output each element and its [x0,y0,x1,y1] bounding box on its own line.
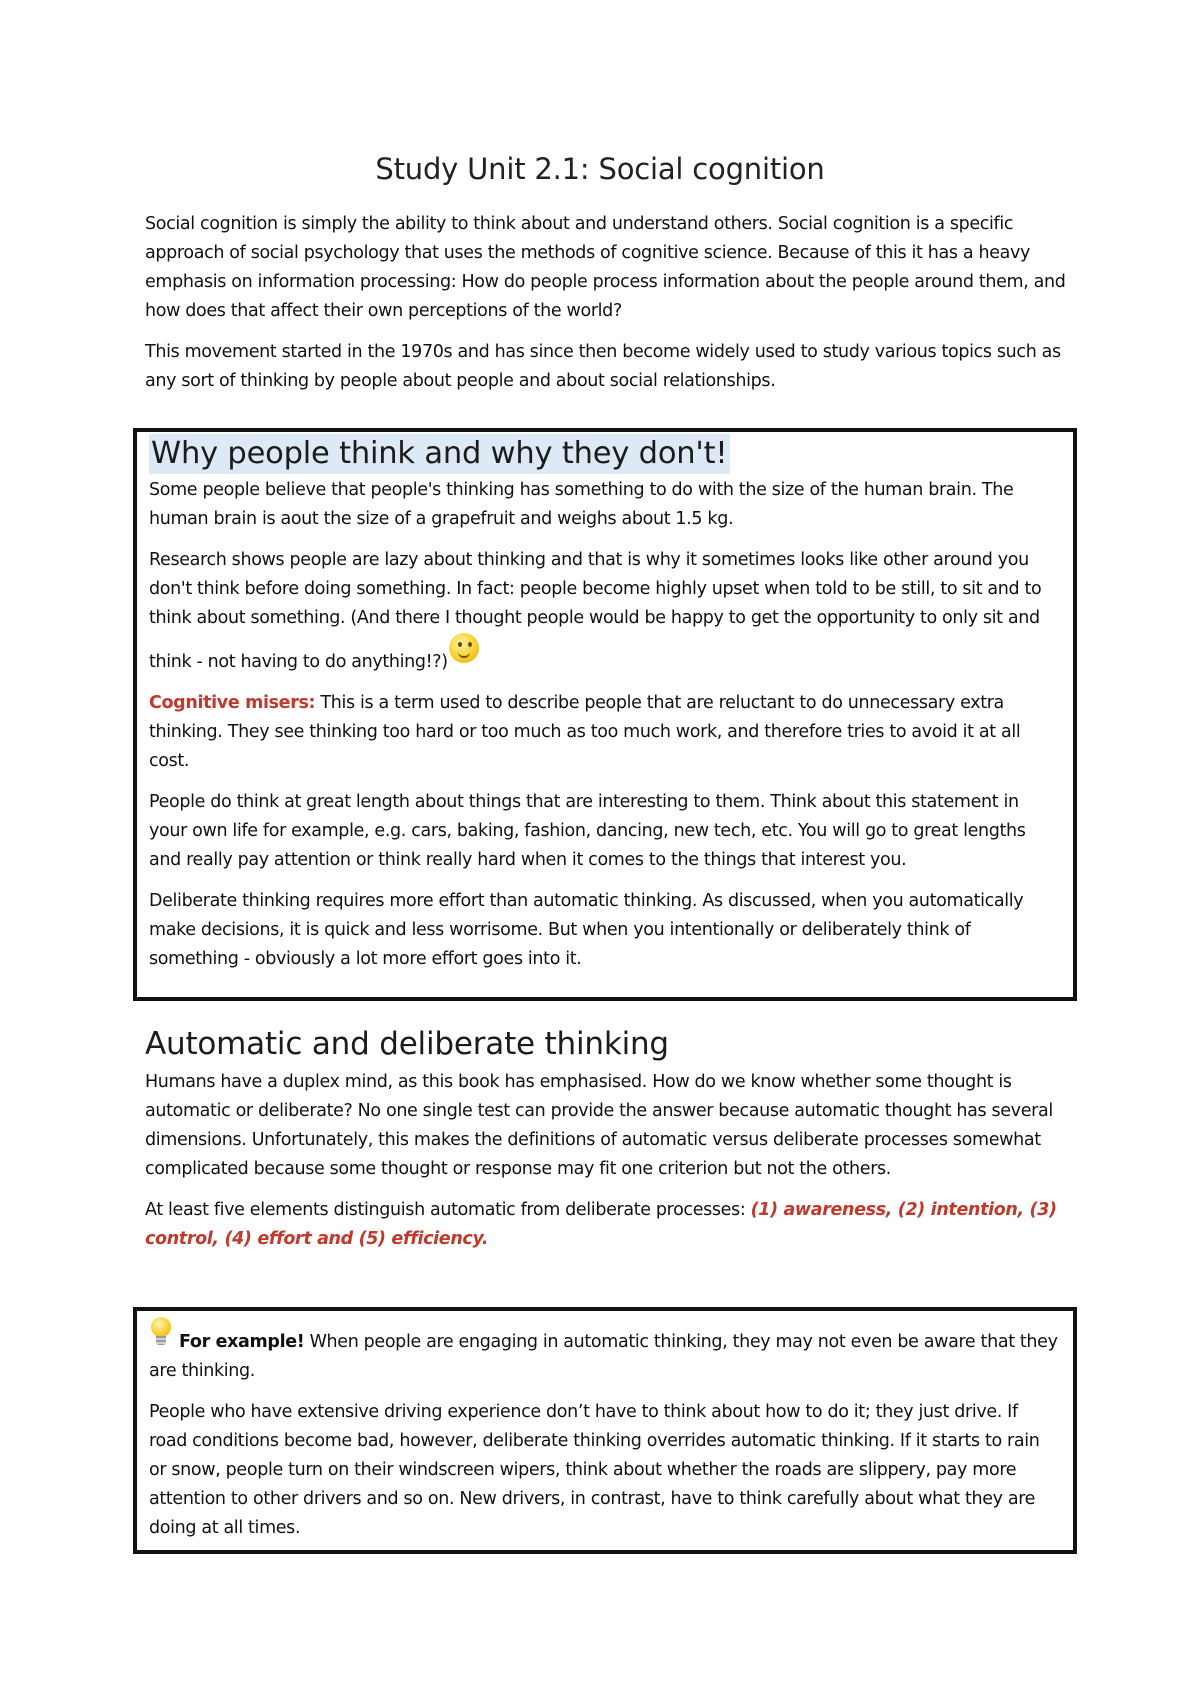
box-heading: Why people think and why they don't! [149,434,730,474]
five-elements-list: (1) awareness, (2) intention, (3) control, (4) effort and (5) efficiency. [145,1200,1057,1249]
box1-paragraph-1: Some people believe that people's thinking has something to do with the size of the human brain. The human brain is aout the size of a grapefruit and weighs about 1.5 kg. [149,480,1014,529]
lightbulb-icon [149,1317,173,1349]
for-example-box [133,1307,1077,1554]
intro-paragraph-1: Social cognition is simply the ability to think about and understand others. Social cognition is a specific approach of social psychology that uses the methods of cognitive science. Because of this it has a heavy emphasis on information processing: How do people process information about the people around them, and how does that affect their own perceptions of the world? [145,214,1066,321]
cognitive-misers-definition: This is a term used to describe people that are reluctant to do unnecessary extra thinking. They see thinking too hard or too much as too much work, and therefore tries to avoid it at all cost. [149,693,1021,771]
section2-paragraph-2-text: At least five elements distinguish automatic from deliberate processes: [145,1200,751,1220]
intro-section [145,210,1075,408]
section2-paragraph-1: Humans have a duplex mind, as this book has emphasised. How do we know whether some thought is automatic or deliberate? No one single test can provide the answer because automatic thought has several dimensions. Unfortunately, this makes the definitions of automatic versus deliberate processes somewhat complicated because some thought or response may fit one criterion but not the others. [145,1072,1053,1179]
box1-paragraph-4: People do think at great length about things that are interesting to them. Think about this statement in your own life for example, e.g. cars, baking, fashion, dancing, new tech, etc. You will go to great lengths and really pay attention or think really hard when it comes to the things that interest you. [149,792,1026,870]
winking-smiley-icon [449,633,479,663]
box1-paragraph-3 [149,689,1060,776]
intro-paragraph-2: This movement started in the 1970s and has since then become widely used to study various topics such as any sort of thinking by people about people and about social relationships. [145,342,1061,391]
why-people-think-box [133,428,1077,1001]
box2-paragraph-2: People who have extensive driving experience don’t have to think about how to do it; they just drive. If road conditions become bad, however, deliberate thinking overrides automatic thinking. If it starts to rain or snow, people turn on their windscreen wipers, think about whether the roads are slippery, pay more attention to other drivers and so on. New drivers, in contrast, have to think carefully about what they are doing at all times. [149,1402,1040,1538]
section-heading: Automatic and deliberate thinking [145,1026,669,1062]
box1-paragraph-2 [149,546,1060,677]
box1-paragraph-2-text: Research shows people are lazy about thinking and that is why it sometimes looks like other around you don't think before doing something. In fact: people become highly upset when told to be still, to sit and to think about something. (And there I thought people would be happy to get the opportunity to only sit and think - not having to do anything!?) [149,550,1042,672]
box1-paragraph-5: Deliberate thinking requires more effort than automatic thinking. As discussed, when you automatically make decisions, it is quick and less worrisome. But when you intentionally or deliberately think of something - obviously a lot more effort goes into it. [149,891,1024,969]
for-example-label: For example! [179,1332,305,1352]
automatic-deliberate-section [145,1068,1075,1266]
cognitive-misers-term: Cognitive misers: [149,693,316,713]
box2-paragraph-1 [149,1317,1060,1386]
section2-paragraph-2 [145,1196,1075,1254]
page-title: Study Unit 2.1: Social cognition [375,152,825,186]
box2-paragraph-1-text: When people are engaging in automatic thinking, they may not even be aware that they are thinking. [149,1332,1058,1381]
